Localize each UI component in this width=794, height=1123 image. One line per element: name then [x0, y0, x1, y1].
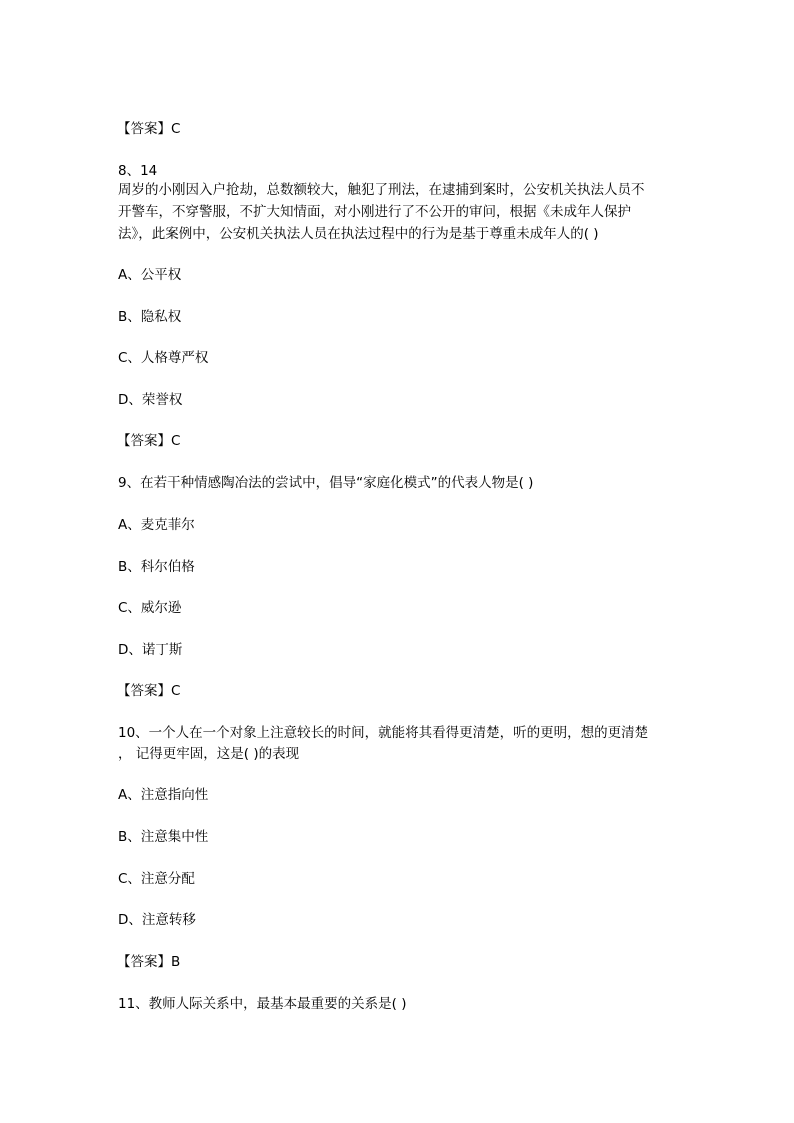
q10-stem-line-2: ， 记得更牢固，这是( )的表现: [118, 746, 300, 762]
q8-stem-line-3: 法》，此案例中，公安机关执法人员在执法过程中的行为是基于尊重未成年人的( ): [118, 226, 599, 242]
answer-q8: 【答案】C: [117, 433, 181, 449]
q11-stem: 11、教师人际关系中，最基本最重要的关系是( ): [118, 996, 407, 1012]
q9-option-a: A、麦克菲尔: [118, 517, 195, 533]
q10-stem-line-1: 10、一个人在一个对象上注意较长的时间，就能将其看得更清楚，听的更明，想的更清楚: [118, 725, 649, 741]
q8-stem-line-1: 周岁的小刚因入户抢劫，总数额较大，触犯了刑法，在逮捕到案时，公安机关执法人员不: [118, 182, 645, 198]
q9-option-c: C、威尔逊: [118, 600, 182, 616]
q8-number: 8、14: [118, 163, 158, 179]
q8-stem-line-2: 开警车，不穿警服，不扩大知情面，对小刚进行了不公开的审问，根据《未成年人保护: [118, 204, 631, 220]
q8-option-a: A、公平权: [118, 267, 182, 283]
q10-option-d: D、注意转移: [118, 912, 196, 928]
answer-q10: 【答案】B: [117, 954, 181, 970]
q8-option-c: C、人格尊严权: [118, 350, 209, 366]
answer-q7: 【答案】C: [117, 121, 181, 137]
q9-stem: 9、在若干种情感陶冶法的尝试中，倡导“家庭化模式”的代表人物是( ): [118, 475, 534, 491]
q8-option-b: B、隐私权: [118, 309, 182, 325]
q9-option-b: B、科尔伯格: [118, 559, 195, 575]
q10-option-a: A、注意指向性: [118, 787, 209, 803]
q10-option-c: C、注意分配: [118, 871, 195, 887]
q10-option-b: B、注意集中性: [118, 829, 209, 845]
q8-option-d: D、荣誉权: [118, 392, 183, 408]
q9-option-d: D、诺丁斯: [118, 642, 183, 658]
answer-q9: 【答案】C: [117, 683, 181, 699]
